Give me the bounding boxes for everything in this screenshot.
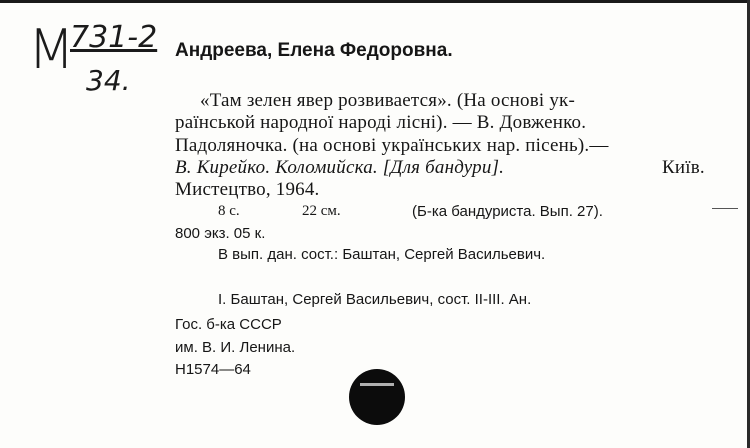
author-heading: Андреева, Елена Федоровна. — [175, 40, 453, 61]
description-line-4 — [175, 157, 504, 179]
margin-mark — [712, 208, 738, 209]
library-line-2: им. В. И. Ленина. — [175, 339, 296, 356]
tracing: I. Баштан, Сергей Васильевич, сост. II-III. Ан. — [218, 291, 532, 308]
shelfmark-letter: М — [28, 18, 73, 81]
shelfmark — [28, 18, 168, 98]
library-line-1: Гос. б-ка СССР — [175, 316, 282, 333]
description-line-3: Падоляночка. (на основі українських нар. пісень).— — [175, 135, 609, 156]
card-number: Н1574—64 — [175, 361, 251, 378]
punch-hole-mark — [360, 383, 394, 386]
card-top-edge — [0, 0, 750, 3]
series: (Б-ка бандуриста. Вып. 27). — [412, 203, 603, 220]
description-line-4-text: В. Кирейко. Коломийска. [Для бандури]. — [175, 157, 505, 178]
compiler-note: В вып. дан. сост.: Баштан, Сергей Васильевич. — [218, 246, 546, 263]
punch-hole — [349, 369, 405, 425]
pages: 8 с. — [218, 203, 240, 219]
description-line-1: «Там зелен явер розвивается». (На основі ук- — [200, 90, 575, 111]
shelfmark-top: 731-2 — [70, 20, 158, 55]
description-line-2: раїнськой народної народі лісні). — В. Довженко. — [175, 112, 587, 133]
publication-place: Київ. — [662, 157, 705, 178]
copies-price: 800 экз. 05 к. — [175, 225, 266, 242]
size: 22 см. — [302, 203, 341, 219]
publisher-year: Мистецтво, 1964. — [175, 179, 320, 200]
shelfmark-bottom: 34. — [86, 64, 131, 97]
